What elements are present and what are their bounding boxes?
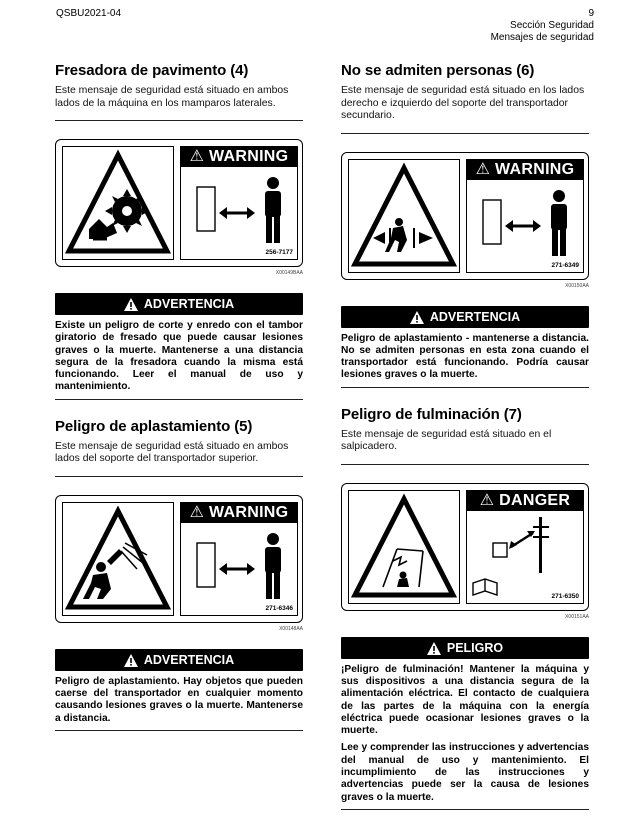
milling-drum-entanglement-icon — [62, 146, 174, 260]
warning-triangle-icon: ⚠ — [189, 148, 205, 165]
alert-text: ¡Peligro de fulminación! Mantener la máquina y sus dispositivos a una distancia segura de la alimentación eléctrica. El contacto de cualquiera de las partes de la máquina con la energía eléctrica puede ocasionar lesiones graves o la muerte. — [341, 663, 589, 737]
safety-message-7 — [341, 406, 589, 810]
divider — [341, 464, 589, 465]
section-heading: Peligro de fulminación (7) — [341, 405, 522, 423]
decal-part-number: 271-6349 — [551, 261, 579, 269]
figure-reference: X00151AA — [565, 613, 589, 620]
keep-distance-icon — [467, 182, 583, 272]
warning-triangle-icon — [124, 654, 138, 667]
warning-triangle-icon: ⚠ — [475, 160, 491, 178]
power-line-distance-icon — [467, 513, 583, 603]
section-description: Este mensaje de seguridad está situado en ambos lados de la máquina en los mamparos laterales. — [55, 85, 289, 109]
alert-text: Peligro de aplastamiento - mantenerse a distancia. No se admiten personas en esta zona cuando el transportador está funcionando. Podría causar lesiones graves o la muerte. — [341, 332, 589, 381]
warning-triangle-icon: ⚠ — [189, 503, 205, 521]
section-description: Este mensaje de seguridad está situado en el salpicadero. — [341, 428, 552, 453]
figure-reference: X00149BAA — [275, 270, 303, 276]
warning-banner: ⚠ WARNING — [467, 160, 583, 180]
alert-text-secondary: Lee y comprender las instrucciones y advertencias del manual de uso y mantenimiento. El incumplimiento de las instrucciones y advertencias puede ser la causa de lesiones graves o la muerte. — [341, 742, 589, 803]
warning-triangle-icon: ⚠ — [479, 491, 495, 509]
alert-text: Existe un peligro de corte y enredo con el tambor giratorio de fresado que puede causar lesiones graves o la muerte. Mantenerse a una distancia segura de la fresadora cuando la misma está funcionando. Leer el manual de uso y mantenimiento. — [55, 320, 303, 393]
safety-decal — [341, 152, 589, 290]
crushing-person-icon — [348, 159, 460, 273]
divider — [55, 120, 303, 121]
divider — [55, 730, 303, 731]
warning-triangle-icon — [124, 298, 138, 311]
decal-part-number: 271-6346 — [265, 604, 293, 612]
safety-message-4 — [55, 62, 303, 400]
section-description: Este mensaje de seguridad está situado en los lados derecho e izquierdo del soporte del transportador secundario. — [341, 85, 585, 121]
doc-id: QSBU2021-04 — [56, 8, 122, 19]
alert-header: ADVERTENCIA — [55, 649, 303, 671]
section-heading: Fresadora de pavimento (4) — [55, 62, 249, 79]
section-heading: No se admiten personas (6) — [341, 62, 535, 79]
divider — [55, 399, 303, 400]
left-column — [55, 62, 303, 731]
warning-triangle-icon — [410, 311, 424, 324]
safety-decal — [341, 483, 589, 621]
alert-header: ADVERTENCIA — [341, 306, 589, 328]
divider — [341, 133, 589, 134]
divider — [341, 809, 589, 810]
section-description: Este mensaje de seguridad está situado en ambos lados del soporte del transportador superior. — [55, 440, 289, 465]
figure-reference: X00148AA — [279, 625, 303, 632]
falling-objects-icon — [62, 502, 174, 616]
warning-banner: ⚠ WARNING — [181, 503, 297, 523]
warning-triangle-icon — [427, 642, 441, 655]
decal-part-number: 271-6350 — [551, 592, 579, 600]
section-title: Sección Seguridad — [510, 20, 594, 31]
safety-message-5 — [55, 418, 303, 731]
alert-header: PELIGRO — [341, 637, 589, 659]
alert-text: Peligro de aplastamiento. Hay objetos que pueden caerse del transportador en cualquier momento causando lesiones graves o la muerte. Mantenerse a distancia. — [55, 675, 303, 724]
keep-distance-icon — [181, 525, 297, 615]
keep-distance-icon — [181, 169, 297, 259]
safety-decal — [55, 139, 303, 277]
page-header-right — [491, 8, 594, 44]
page-number: 9 — [588, 8, 594, 19]
warning-banner: ⚠ WARNING — [181, 147, 297, 167]
right-column — [341, 62, 589, 810]
section-heading: Peligro de aplastamiento (5) — [55, 417, 253, 435]
danger-banner: ⚠ DANGER — [467, 491, 583, 511]
power-line-electrocution-icon — [348, 490, 460, 604]
figure-reference: X00150AA — [565, 282, 589, 289]
divider — [55, 476, 303, 477]
subsection-title: Mensajes de seguridad — [490, 32, 594, 43]
decal-part-number: 256-7177 — [265, 249, 293, 256]
divider — [341, 387, 589, 388]
safety-message-6 — [341, 62, 589, 388]
alert-header: ADVERTENCIA — [55, 293, 303, 315]
safety-decal — [55, 495, 303, 633]
